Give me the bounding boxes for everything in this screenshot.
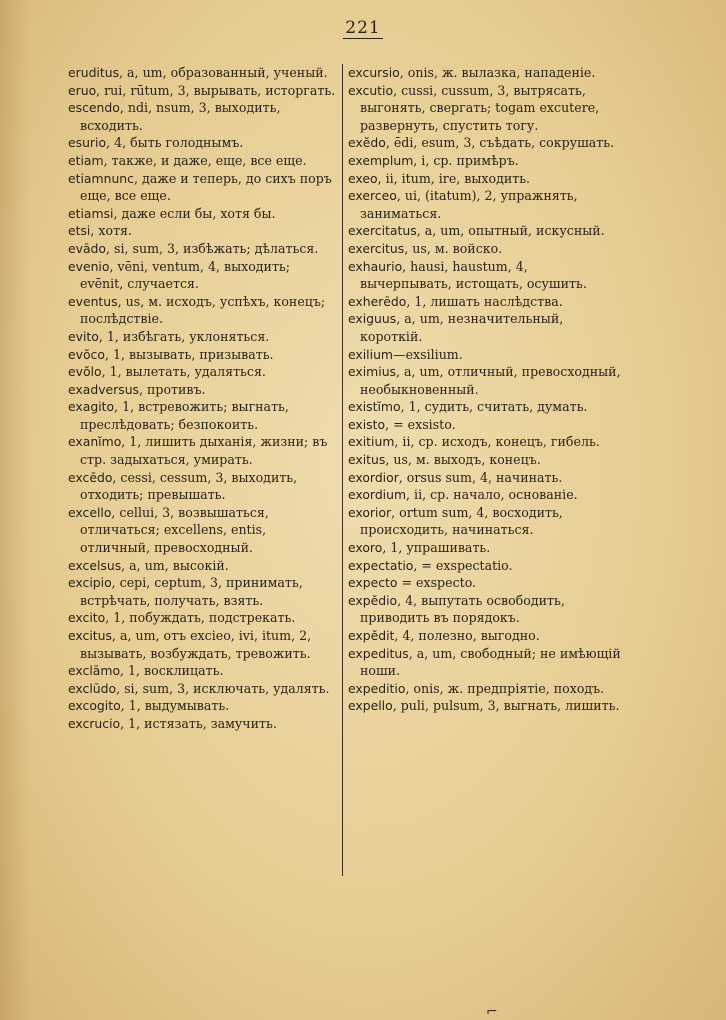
entry-definition: , 4, быть голоднымъ. bbox=[106, 135, 244, 151]
page-edge-shadow bbox=[0, 0, 30, 1020]
entry-headword: excitus bbox=[68, 628, 112, 643]
entry-definition: , 1, вылетать, удаляться. bbox=[101, 364, 266, 380]
entry-definition: , 1, лишить дыханія, жизни; въ стр. задыхаться, умирать. bbox=[80, 434, 328, 468]
dictionary-entry bbox=[348, 539, 622, 557]
entry-definition: , 1, истязать, замучить. bbox=[120, 715, 277, 731]
entry-definition: , 1, избѣгать, уклоняться. bbox=[98, 328, 270, 344]
entry-headword: exiguus bbox=[348, 311, 397, 327]
entry-definition: , 1, лишать наслѣдства. bbox=[406, 293, 563, 309]
page-number-text: 221 bbox=[345, 18, 381, 38]
dictionary-entry bbox=[68, 469, 336, 504]
dictionary-entry bbox=[68, 363, 336, 381]
entry-headword: excelsus bbox=[68, 557, 122, 573]
dictionary-entry bbox=[68, 328, 336, 346]
dictionary-entry bbox=[348, 222, 622, 240]
entry-definition: , us, м. исходъ, успѣхъ, конецъ; послѣдствіе. bbox=[80, 293, 326, 327]
entry-headword: expĕdit bbox=[348, 628, 395, 643]
dictionary-entry bbox=[348, 645, 622, 680]
entry-headword: etiam bbox=[68, 152, 104, 168]
dictionary-entry bbox=[348, 557, 622, 575]
entry-definition: , 1, встревожить; выгнать, преслѣдовать; безпокоить. bbox=[80, 399, 289, 432]
entry-headword: evŏlo bbox=[68, 364, 102, 380]
entry-definition: , onis, ж. предпріятіе, походъ. bbox=[405, 680, 605, 696]
entry-definition: , i, ср. примѣръ. bbox=[413, 152, 519, 168]
entry-definition: , ortum sum, 4, восходить, происходить, начинаться. bbox=[360, 504, 563, 538]
entry-headword: evito bbox=[68, 328, 99, 344]
dictionary-entry bbox=[68, 293, 336, 328]
dictionary-entry bbox=[348, 433, 622, 451]
dictionary-entry bbox=[68, 205, 336, 223]
dictionary-entry bbox=[348, 697, 622, 715]
dictionary-entry bbox=[348, 170, 622, 188]
dictionary-entry bbox=[348, 398, 622, 416]
right-column bbox=[348, 64, 622, 715]
entry-headword: expeditus bbox=[348, 645, 409, 661]
dictionary-entry bbox=[348, 258, 622, 293]
entry-headword: evŏco bbox=[68, 346, 105, 362]
dictionary-entry bbox=[68, 82, 336, 100]
entry-definition: , a, um, свободный; не имѣющій ноши. bbox=[360, 645, 621, 679]
dictionary-entry bbox=[348, 592, 622, 627]
entry-definition: , cellui, 3, возвышаться, отличаться; excellens, entis, отличный, превосходный. bbox=[80, 504, 269, 556]
entry-definition: , ndi, nsum, 3, выходить, всходить. bbox=[80, 100, 281, 133]
dictionary-entry bbox=[68, 152, 336, 170]
entry-headword: excello bbox=[68, 504, 112, 520]
entry-headword: expeditio bbox=[348, 680, 406, 696]
entry-headword: expello bbox=[348, 698, 393, 714]
page-number bbox=[0, 18, 726, 38]
entry-definition: , даже если бы, хотя бы. bbox=[113, 205, 276, 221]
entry-headword: eruo bbox=[68, 82, 97, 98]
entry-definition: , a, um, отличный, превосходный, необыкновенный. bbox=[360, 364, 621, 397]
dictionary-entry bbox=[348, 346, 622, 364]
entry-headword: etiamnunc bbox=[68, 170, 134, 186]
entry-headword: exercitus bbox=[348, 240, 405, 256]
entry-definition: , puli, pulsum, 3, выгнать, лишить. bbox=[392, 698, 620, 714]
dictionary-entry bbox=[68, 627, 336, 662]
entry-headword: existo bbox=[348, 416, 386, 432]
entry-definition: , hausi, haustum, 4, вычерпывать, истощать, осушить. bbox=[360, 258, 587, 292]
entry-headword: exorior bbox=[348, 504, 392, 520]
entry-definition: , ii, itum, ire, выходить. bbox=[377, 170, 531, 186]
entry-definition: , = exsisto. bbox=[385, 416, 456, 432]
entry-definition: , vēni, ventum, 4, выходить; evēnit, случается. bbox=[80, 258, 291, 292]
entry-headword: excutio bbox=[348, 82, 394, 98]
entry-definition: , противъ. bbox=[139, 381, 206, 397]
entry-definition: , cepi, ceptum, 3, принимать, встрѣчать, получать, взять. bbox=[80, 575, 303, 608]
dictionary-entry bbox=[68, 258, 336, 293]
entry-definition: , onis, ж. вылазка, нападеніе. bbox=[399, 65, 596, 80]
entry-headword: exeo bbox=[348, 170, 378, 186]
dictionary-entry bbox=[68, 697, 336, 715]
entry-definition: —exsilium. bbox=[393, 346, 463, 362]
dictionary-entry bbox=[348, 310, 622, 345]
dictionary-entry bbox=[68, 381, 336, 399]
dictionary-entry bbox=[348, 504, 622, 539]
entry-headword: expĕdio bbox=[348, 592, 398, 608]
entry-headword: exilium bbox=[348, 346, 393, 362]
entry-headword: exerceo bbox=[348, 188, 397, 204]
dictionary-entry bbox=[68, 504, 336, 557]
entry-headword: exoro bbox=[348, 540, 383, 556]
dictionary-entry bbox=[348, 627, 622, 645]
entry-headword: exadversus bbox=[68, 381, 140, 397]
entry-headword: evādo bbox=[68, 240, 106, 256]
entry-headword: eventus bbox=[68, 293, 118, 309]
entry-definition: , также, и даже, еще, все еще. bbox=[103, 152, 307, 168]
entry-headword: exhaurio bbox=[348, 258, 403, 274]
dictionary-entry bbox=[348, 152, 622, 170]
entry-headword: evenio bbox=[68, 258, 110, 274]
entry-definition: , даже и теперь, до сихъ поръ еще, все еще. bbox=[80, 170, 332, 204]
entry-headword: exĕdo bbox=[348, 135, 386, 151]
column-divider bbox=[342, 64, 343, 876]
dictionary-entry bbox=[348, 363, 622, 398]
entry-headword: exordium bbox=[348, 487, 407, 503]
entry-definition: , 4, полезно, выгодно. bbox=[394, 628, 540, 643]
dictionary-entry bbox=[348, 293, 622, 311]
entry-definition: , 1, выдумывать. bbox=[120, 698, 230, 714]
entry-headword: exclūdo bbox=[68, 680, 117, 696]
dictionary-entry bbox=[348, 680, 622, 698]
entry-headword: exordior bbox=[348, 469, 399, 485]
entry-definition: , хотя. bbox=[90, 223, 132, 239]
dictionary-entry bbox=[348, 82, 622, 135]
left-column bbox=[68, 64, 336, 733]
entry-headword: esurio bbox=[68, 135, 107, 151]
entry-definition: , rui, rūtum, 3, вырывать, исторгать. bbox=[96, 82, 336, 98]
entry-definition: , cussi, cussum, 3, вытрясать, выгонять, свергать; togam excutere, развернуть, спустить тогу. bbox=[360, 82, 600, 133]
entry-headword: expectatio bbox=[348, 557, 414, 573]
footer-mark: ⌐ bbox=[486, 1004, 498, 1020]
dictionary-entry bbox=[348, 469, 622, 487]
entry-headword: excipio bbox=[68, 575, 112, 591]
entry-definition: , orsus sum, 4, начинать. bbox=[398, 469, 563, 485]
entry-definition: , us, м. выходъ, конецъ. bbox=[385, 452, 541, 468]
dictionary-entry bbox=[348, 416, 622, 434]
entry-headword: exitium bbox=[348, 434, 395, 450]
dictionary-entry bbox=[68, 680, 336, 698]
entry-headword: eximius bbox=[348, 364, 397, 380]
entry-headword: etiamsi bbox=[68, 205, 114, 221]
entry-headword: excēdo bbox=[68, 469, 113, 485]
entry-definition: , 1, восклицать. bbox=[120, 663, 224, 679]
dictionary-entry bbox=[348, 486, 622, 504]
dictionary-entry bbox=[68, 715, 336, 733]
entry-headword: eruditus bbox=[68, 65, 120, 80]
entry-headword: excito bbox=[68, 610, 106, 626]
dictionary-entry bbox=[68, 398, 336, 433]
entry-headword: exercitatus bbox=[348, 223, 417, 239]
entry-headword: exherēdo bbox=[348, 293, 407, 309]
dictionary-entry bbox=[348, 134, 622, 152]
entry-headword: exemplum bbox=[348, 152, 414, 168]
entry-headword: excursio bbox=[348, 65, 400, 80]
entry-definition: , a, um, опытный, искусный. bbox=[416, 223, 605, 239]
entry-headword: etsi bbox=[68, 223, 91, 239]
entry-definition: , 1, побуждать, подстрекать. bbox=[105, 610, 296, 626]
dictionary-entry bbox=[68, 240, 336, 258]
entry-definition: = exspecto. bbox=[397, 575, 477, 591]
dictionary-entry bbox=[68, 574, 336, 609]
dictionary-entry bbox=[348, 187, 622, 222]
entry-definition: , ēdi, esum, 3, съѣдать, сокрушать. bbox=[385, 135, 615, 151]
dictionary-entry bbox=[68, 609, 336, 627]
dictionary-entry bbox=[68, 433, 336, 468]
dictionary-entry bbox=[68, 557, 336, 575]
entry-headword: exanĭmo bbox=[68, 434, 122, 450]
entry-definition: , 1, вызывать, призывать. bbox=[104, 346, 274, 362]
dictionary-entry bbox=[68, 222, 336, 240]
entry-definition: , a, um, отъ excieo, ivi, itum, 2, вызывать, возбуждать, тревожить. bbox=[80, 628, 312, 661]
entry-definition: , a, um, высокій. bbox=[121, 557, 229, 573]
dictionary-entry bbox=[68, 662, 336, 680]
dictionary-entry bbox=[68, 134, 336, 152]
entry-definition: , a, um, незначительный, короткій. bbox=[360, 311, 564, 344]
entry-headword: excogito bbox=[68, 698, 121, 714]
entry-definition: , cessi, cessum, 3, выходить, отходить; превышать. bbox=[80, 469, 298, 503]
dictionary-entry bbox=[348, 574, 622, 592]
dictionary-entry bbox=[68, 170, 336, 205]
entry-definition: , = exspectatio. bbox=[413, 557, 513, 573]
entry-definition: , a, um, образованный, ученый. bbox=[119, 65, 328, 80]
entry-definition: , ui, (itatum), 2, упражнять, заниматься. bbox=[360, 188, 578, 221]
dictionary-entry bbox=[68, 99, 336, 134]
dictionary-entry bbox=[348, 240, 622, 258]
entry-definition: , 4, выпутать освободить, приводить въ порядокъ. bbox=[360, 592, 565, 626]
entry-headword: expecto bbox=[348, 575, 398, 591]
entry-definition: , 1, упрашивать. bbox=[382, 540, 491, 556]
entry-headword: exitus bbox=[348, 452, 386, 468]
entry-definition: , si, sum, 3, исключать, удалять. bbox=[116, 680, 330, 696]
entry-headword: exclāmo bbox=[68, 663, 121, 679]
entry-headword: existĭmo bbox=[348, 399, 401, 415]
dictionary-entry bbox=[348, 451, 622, 469]
entry-definition: , ii, ср. исходъ, конецъ, гибель. bbox=[394, 434, 600, 450]
entry-headword: exagito bbox=[68, 399, 115, 415]
entry-definition: , si, sum, 3, избѣжать; дѣлаться. bbox=[106, 240, 319, 256]
entry-definition: , 1, судить, считать, думать. bbox=[400, 399, 588, 415]
entry-headword: escendo bbox=[68, 100, 120, 116]
dictionary-entry bbox=[348, 64, 622, 82]
entry-definition: , ii, ср. начало, основаніе. bbox=[406, 487, 578, 503]
entry-definition: , us, м. войско. bbox=[404, 240, 503, 256]
dictionary-entry bbox=[68, 64, 336, 82]
entry-headword: excrucio bbox=[68, 715, 121, 731]
dictionary-entry bbox=[68, 346, 336, 364]
